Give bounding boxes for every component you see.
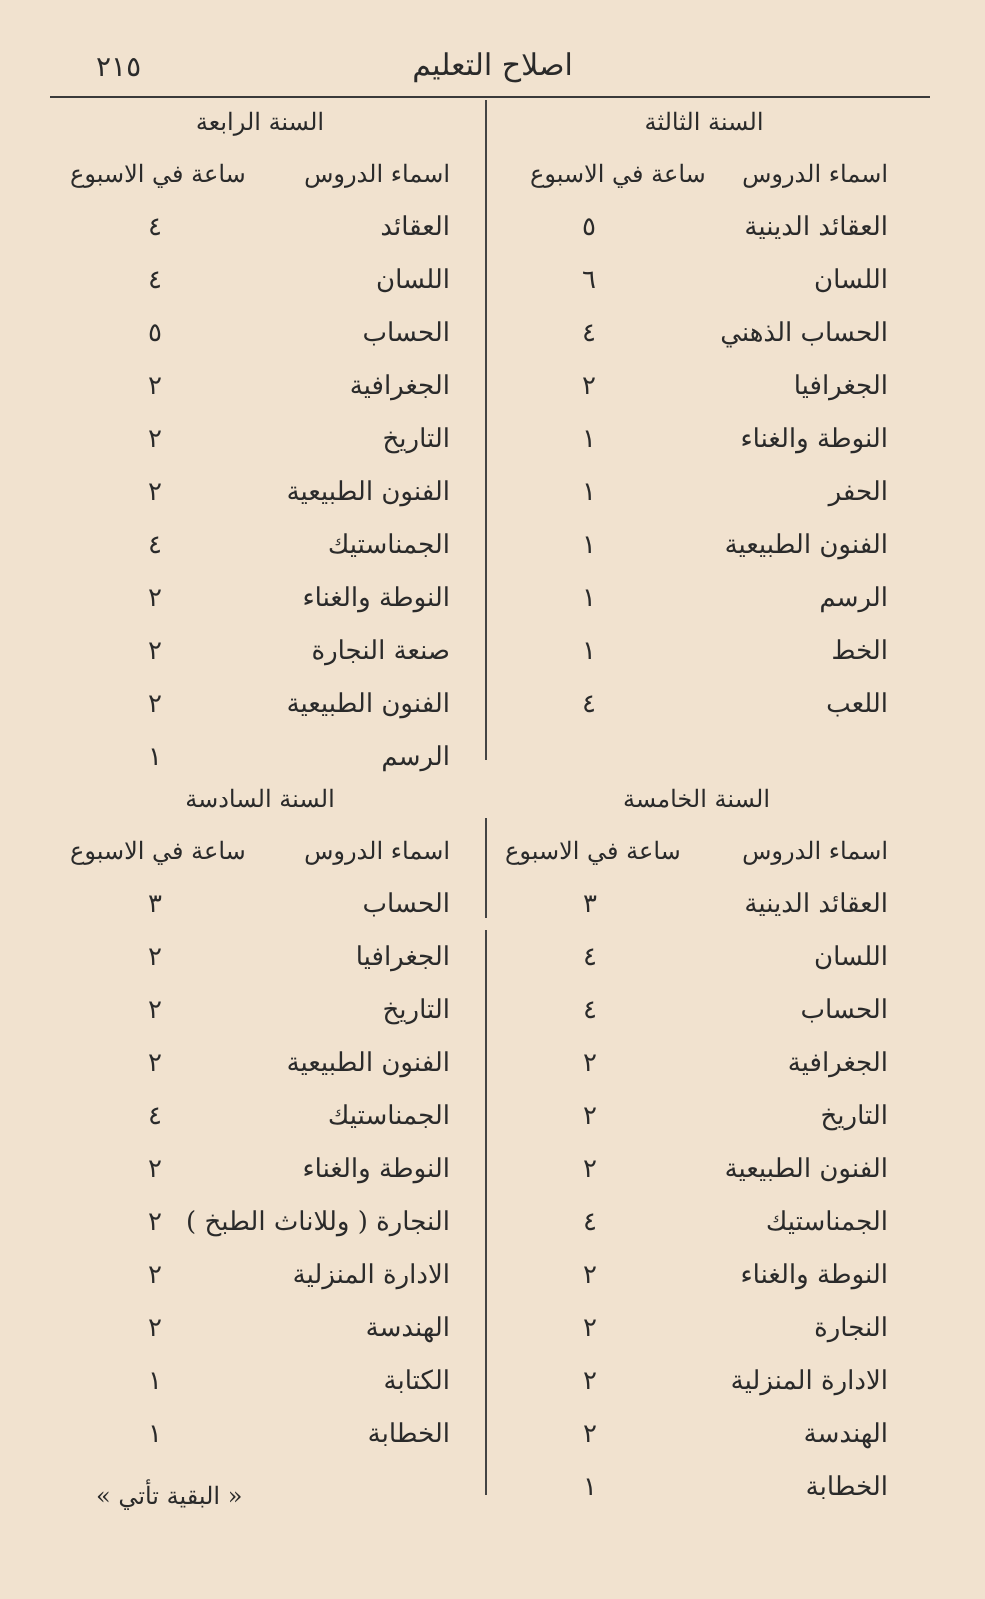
subject-row [70,1313,450,1366]
column-header-hours: ساعة في الاسبوع [530,160,706,188]
section-title: السنة السادسة [185,785,335,813]
subject-name: الجمناستيك [327,1101,450,1131]
subject-name: النجارة ( وللاناث الطبخ ) [186,1207,450,1237]
subject-row [520,636,888,689]
weekly-hours: ١ [582,424,596,454]
subject-name: التاريخ [820,1101,888,1131]
subject-name: الفنون الطبيعية [286,689,450,719]
column-divider-bottom [485,930,487,1495]
weekly-hours: ٢ [148,424,162,454]
subject-row [505,889,888,942]
column-headers [70,160,450,196]
subject-row [70,995,450,1048]
subject-row [505,1048,888,1101]
subject-row [70,1048,450,1101]
subject-rows [505,889,888,1525]
weekly-hours: ١ [582,583,596,613]
subject-name: الجغرافية [787,1048,888,1078]
subject-name: الجمناستيك [765,1207,888,1237]
subject-row [70,1419,450,1472]
subject-row [520,265,888,318]
subject-row [70,1366,450,1419]
section-title: السنة الرابعة [195,108,325,136]
weekly-hours: ٤ [148,265,162,295]
subject-name: التاريخ [382,995,450,1025]
weekly-hours: ٢ [148,689,162,719]
subject-name: التاريخ [382,424,450,454]
weekly-hours: ٢ [583,1366,597,1396]
weekly-hours: ٢ [583,1048,597,1078]
subject-name: اللعب [826,689,888,719]
subject-name: الفنون الطبيعية [286,477,450,507]
subject-row [505,1472,888,1525]
subject-row [505,1207,888,1260]
subject-row [70,1154,450,1207]
weekly-hours: ٢ [148,1260,162,1290]
subject-name: الهندسة [365,1313,450,1343]
subject-name: اللسان [376,265,450,295]
weekly-hours: ٦ [582,265,596,295]
subject-name: الرسم [819,583,888,613]
section-title: السنة الخامسة [622,785,771,813]
weekly-hours: ١ [582,636,596,666]
column-header-subjects: اسماء الدروس [742,837,888,865]
subject-name: الحساب [362,889,450,919]
subject-row [70,477,450,530]
column-header-hours: ساعة في الاسبوع [70,837,246,865]
subject-row [70,318,450,371]
subject-row [505,1154,888,1207]
subject-row [70,265,450,318]
subject-name: الادارة المنزلية [292,1260,450,1290]
weekly-hours: ١ [148,742,162,772]
page-number: ٢١٥ [96,50,142,83]
subject-name: العقائد [380,212,450,242]
weekly-hours: ٢ [148,1207,162,1237]
column-headers [505,837,888,873]
subject-row [505,1419,888,1472]
column-divider-top [485,100,487,760]
subject-name: النجارة [814,1313,888,1343]
weekly-hours: ١ [148,1366,162,1396]
weekly-hours: ٤ [148,530,162,560]
weekly-hours: ٢ [583,1154,597,1184]
subject-row [70,1101,450,1154]
subject-name: الخطابة [805,1472,888,1502]
subject-name: الفنون الطبيعية [286,1048,450,1078]
subject-rows [520,212,888,742]
subject-row [520,530,888,583]
subject-row [70,583,450,636]
subject-row [505,995,888,1048]
weekly-hours: ١ [148,1419,162,1449]
subject-row [520,583,888,636]
subject-name: الادارة المنزلية [730,1366,888,1396]
subject-name: العقائد الدينية [744,212,888,242]
weekly-hours: ٤ [583,1207,597,1237]
subject-name: صنعة النجارة [311,636,450,666]
subject-rows [70,889,450,1472]
weekly-hours: ١ [582,530,596,560]
weekly-hours: ١ [582,477,596,507]
weekly-hours: ٢ [583,1101,597,1131]
subject-name: الحفر [828,477,888,507]
subject-name: النوطة والغناء [740,1260,888,1290]
weekly-hours: ٢ [148,583,162,613]
section-title: السنة الثالثة [644,108,764,136]
weekly-hours: ٢ [148,636,162,666]
subject-row [70,424,450,477]
subject-name: الجغرافية [349,371,450,401]
subject-rows [70,212,450,795]
subject-row [70,1207,450,1260]
weekly-hours: ٢ [148,1313,162,1343]
subject-name: الهندسة [803,1419,888,1449]
subject-row [505,1260,888,1313]
subject-name: اللسان [814,265,888,295]
weekly-hours: ٢ [148,995,162,1025]
subject-row [505,1101,888,1154]
subject-row [70,889,450,942]
subject-name: الفنون الطبيعية [724,1154,888,1184]
subject-name: الفنون الطبيعية [724,530,888,560]
subject-row [520,424,888,477]
subject-row [70,371,450,424]
subject-name: الحساب [362,318,450,348]
subject-name: الخط [831,636,888,666]
weekly-hours: ٤ [583,942,597,972]
weekly-hours: ٢ [148,371,162,401]
column-header-subjects: اسماء الدروس [304,160,450,188]
subject-row [505,1366,888,1419]
subject-row [505,942,888,995]
subject-name: الخطابة [367,1419,450,1449]
subject-row [70,636,450,689]
subject-name: الرسم [381,742,450,772]
column-headers [70,837,450,873]
column-header-subjects: اسماء الدروس [304,837,450,865]
weekly-hours: ٤ [582,689,596,719]
subject-name: الحساب الذهني [720,318,888,348]
weekly-hours: ٢ [148,1154,162,1184]
subject-row [520,477,888,530]
subject-name: الجغرافيا [793,371,888,401]
column-header-hours: ساعة في الاسبوع [505,837,681,865]
weekly-hours: ٥ [148,318,162,348]
weekly-hours: ٢ [148,1048,162,1078]
weekly-hours: ٢ [582,371,596,401]
weekly-hours: ٢ [583,1260,597,1290]
subject-row [70,1260,450,1313]
subject-name: الجمناستيك [327,530,450,560]
column-divider-middle [485,818,487,918]
subject-row [520,689,888,742]
subject-name: النوطة والغناء [302,583,450,613]
subject-row [70,212,450,265]
subject-name: النوطة والغناء [740,424,888,454]
weekly-hours: ٤ [582,318,596,348]
subject-name: اللسان [814,942,888,972]
column-header-hours: ساعة في الاسبوع [70,160,246,188]
subject-name: الجغرافيا [355,942,450,972]
subject-name: الحساب [800,995,888,1025]
weekly-hours: ٢ [583,1313,597,1343]
subject-row [520,371,888,424]
weekly-hours: ٥ [582,212,596,242]
subject-row [70,689,450,742]
header-rule [50,96,930,98]
subject-row [520,318,888,371]
weekly-hours: ٣ [148,889,162,919]
continued-note: « البقية تأتي » [96,1482,243,1510]
subject-name: النوطة والغناء [302,1154,450,1184]
weekly-hours: ٤ [583,995,597,1025]
weekly-hours: ٣ [583,889,597,919]
weekly-hours: ٤ [148,212,162,242]
page-header [0,42,985,92]
running-title: اصلاح التعليم [412,48,573,83]
subject-row [505,1313,888,1366]
subject-row [70,530,450,583]
subject-name: العقائد الدينية [744,889,888,919]
weekly-hours: ٢ [148,477,162,507]
subject-row [520,212,888,265]
column-header-subjects: اسماء الدروس [742,160,888,188]
weekly-hours: ٢ [148,942,162,972]
weekly-hours: ٢ [583,1419,597,1449]
weekly-hours: ٤ [148,1101,162,1131]
subject-name: الكتابة [383,1366,450,1396]
subject-row [70,942,450,995]
column-headers [520,160,888,196]
weekly-hours: ١ [583,1472,597,1502]
